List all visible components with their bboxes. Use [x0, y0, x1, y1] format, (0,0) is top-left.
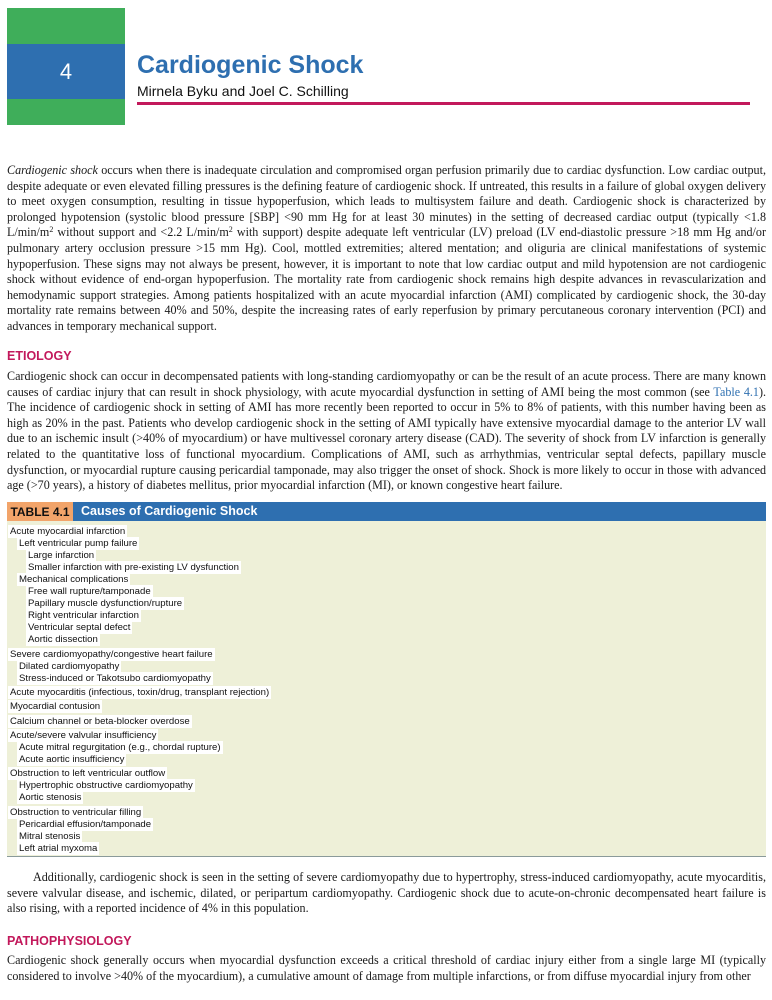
- table-row-text: Free wall rupture/tamponade: [28, 586, 151, 598]
- table-row: [7, 525, 766, 538]
- table-row-text: Left ventricular pump failure: [19, 538, 138, 550]
- table-row-text: Right ventricular infarction: [28, 610, 139, 622]
- table-row-text: Obstruction to left ventricular outflow: [10, 768, 166, 780]
- table-row-text: Acute myocardial infarction: [10, 526, 126, 537]
- table-row: [7, 700, 766, 713]
- table-row-text: Ventricular septal defect: [28, 622, 131, 634]
- table-row-text: Obstruction to ventricular filling: [10, 806, 142, 818]
- table-row: [7, 621, 766, 634]
- chapter-tab-top: [7, 8, 125, 44]
- table-row: [7, 741, 766, 754]
- table-row: [7, 537, 766, 550]
- etiology-heading: ETIOLOGY: [7, 349, 72, 363]
- table-row-text: Stress-induced or Takotsubo cardiomyopathy: [19, 672, 211, 684]
- table-header: [7, 502, 766, 521]
- intro-paragraph: [7, 163, 766, 335]
- table-row-text: Large infarction: [28, 550, 95, 562]
- table-label: TABLE 4.1: [7, 502, 73, 521]
- table-body: [7, 521, 766, 857]
- table-row: [7, 842, 766, 855]
- table-row: [7, 729, 766, 742]
- table-row-text: Acute aortic insufficiency: [19, 753, 125, 765]
- table-row: [7, 573, 766, 586]
- table-row-text: Hypertrophic obstructive cardiomyopathy: [19, 780, 193, 792]
- unit-superscript: 2: [228, 225, 233, 235]
- table-row: [7, 561, 766, 574]
- table-row: [7, 585, 766, 598]
- table-row-text: Aortic dissection: [28, 634, 98, 646]
- chapter-title: Cardiogenic Shock: [137, 51, 364, 79]
- chapter-number: 4: [7, 44, 125, 99]
- table-row-text: Severe cardiomyopathy/congestive heart failure: [10, 648, 213, 660]
- table-title: Causes of Cardiogenic Shock: [81, 504, 258, 518]
- intro-term: Cardiogenic shock: [7, 163, 98, 177]
- table-row: [7, 791, 766, 804]
- chapter-authors: Mirnela Byku and Joel C. Schilling: [137, 83, 349, 99]
- table-row-text: Smaller infarction with pre-existing LV dysfunction: [28, 562, 239, 574]
- table-row: [7, 660, 766, 673]
- table-row: [7, 686, 766, 699]
- table-row-text: Left atrial myxoma: [19, 842, 98, 854]
- unit-superscript: 2: [49, 225, 54, 235]
- intro-text-3: with support) despite adequate left ventricular (LV) preload (LV end-diastolic pressure >18 mm Hg and/or pulmonary artery occlusion pressure >15 mm Hg). Cool, mottled extremities; altered mentation; and oliguria are clinical manifestations of systemic hypoperfusion. These signs may not always be present, however, it is important to note that low cardiac output and mild hypotension are not cardiogenic shock without evidence of end-organ hypoperfusion. The mortality rate from cardiogenic shock remains high despite advances in revascularization and hemodynamic support strategies. Among patients hospitalized with an acute myocardial infarction (AMI) complicated by cardiogenic shock, the 30-day mortality rate remains between 40% and 50%, despite the increasing rates of early reperfusion by primary percutaneous coronary intervention (PCI) and advances in temporary mechanical support.: [7, 225, 766, 333]
- intro-text-1: occurs when there is inadequate circulation and compromised organ perfusion primarily due to cardiac dysfunction. Low cardiac output, despite adequate or even elevated filling pressures is the defining feature of cardiogenic shock. If untreated, this results in a failure of global oxygen delivery to meet oxygen consumption, resulting in tissue hypoperfusion, which leads to multisystem failure and death. Cardiogenic shock is characterized by prolonged hypotension (systolic blood pressure [SBP] <90 mm Hg for at least 30 minutes) in the setting of decreased cardiac output (typically <1.8 L/min/m: [7, 163, 766, 240]
- table-row-text: Myocardial contusion: [10, 701, 101, 713]
- table-reference-link[interactable]: Table 4.1: [713, 384, 759, 399]
- pathophysiology-paragraph: Cardiogenic shock generally occurs when myocardial dysfunction exceeds a critical threshold of cardiac injury either from a single large MI (typically considered to involve >40% of the myocardium), a cumulative amount of damage from multiple infarctions, or from diffuse myocardial injury from other: [7, 953, 766, 983]
- table-row: [7, 818, 766, 831]
- table-row-text: Mechanical complications: [19, 574, 129, 586]
- table-row: [7, 549, 766, 562]
- table-row-text: Papillary muscle dysfunction/rupture: [28, 598, 183, 610]
- table-row: [7, 715, 766, 728]
- table-row: [7, 753, 766, 766]
- table-row: [7, 648, 766, 661]
- table-row: [7, 806, 766, 819]
- table-row: [7, 779, 766, 792]
- table-row-text: Mitral stenosis: [19, 830, 81, 842]
- table-row: [7, 767, 766, 780]
- table-row-text: Pericardial effusion/tamponade: [19, 818, 152, 830]
- table-row-text: Acute/severe valvular insufficiency: [10, 729, 157, 741]
- pathophysiology-heading: PATHOPHYSIOLOGY: [7, 934, 132, 948]
- table-row-text: Acute myocarditis (infectious, toxin/drug, transplant rejection): [10, 687, 270, 699]
- chapter-tab-bottom: [7, 99, 125, 125]
- title-rule: [137, 102, 750, 105]
- additional-paragraph: Additionally, cardiogenic shock is seen in the setting of severe cardiomyopathy due to hypertrophy, stress-induced cardiomyopathy, acute myocarditis, severe valvular disease, and ischemic, dilated, or peripartum cardiomyopathy. Cardiogenic shock due to acute-on-chronic decompensated heart failure is also rising, with a reported incidence of 4% in this population.: [7, 870, 766, 916]
- table-row: [7, 830, 766, 843]
- intro-text-2: without support and <2.2 L/min/m: [53, 225, 229, 240]
- table-row-text: Acute mitral regurgitation (e.g., chordal rupture): [19, 741, 221, 753]
- table-row: [7, 633, 766, 646]
- table-row-text: Dilated cardiomyopathy: [19, 660, 120, 672]
- table-row: [7, 609, 766, 622]
- table-row-text: Calcium channel or beta-blocker overdose: [10, 715, 190, 727]
- table-row-text: Aortic stenosis: [19, 792, 82, 804]
- table-row: [7, 672, 766, 685]
- etiology-text-2: ). The incidence of cardiogenic shock in setting of AMI has more recently been reported to occur in 5% to 8% of patients, with this number having been as high as 20% in the past. Patients who develop cardiogenic shock in the setting of AMI typically have extensive myocardial damage to the anterior LV wall due to an ischemic insult (>40% of myocardium) or have multivessel coronary artery disease (CAD). The severity of shock from LV infarction is generally related to the quantitative loss of functional myocardium. Complications of AMI, such as arrhythmias, ventricular septal defects, papillary muscle dysfunction, or myocardial rupture causing pericardial tamponade, may also trigger the onset of shock. Shock is more likely to occur in those with advanced age (>70 years), a history of diabetes mellitus, prior myocardial infarction (MI), or known congestive heart failure.: [7, 384, 766, 493]
- etiology-paragraph: [7, 369, 766, 494]
- table-row: [7, 597, 766, 610]
- etiology-text-1: Cardiogenic shock can occur in decompensated patients with long-standing cardiomyopathy or can be the result of an acute process. There are many known causes of cardiac injury that can result in shock physiology, with acute myocardial dysfunction in setting of AMI being the most common (see: [7, 369, 766, 399]
